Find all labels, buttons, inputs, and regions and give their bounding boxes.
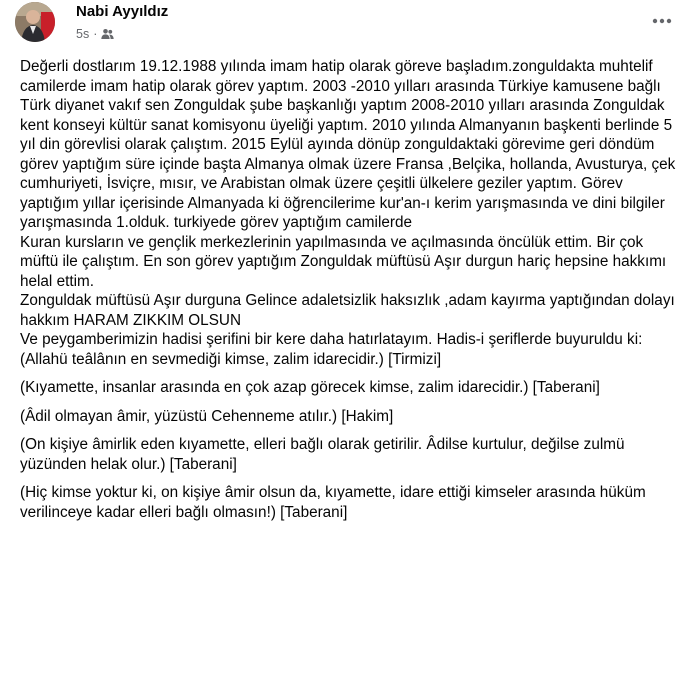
friends-icon[interactable] bbox=[101, 28, 114, 40]
post-body bbox=[20, 57, 682, 522]
author-name[interactable]: Nabi Ayyıldız bbox=[76, 3, 169, 20]
hadith-quote: (Âdil olmayan âmir, yüzüstü Cehenneme atılır.) [Hakim] bbox=[20, 407, 394, 425]
avatar-image bbox=[15, 2, 55, 42]
post-paragraph: Değerli dostlarım 19.12.1988 yılında imam hatip olarak göreve başladım.zonguldakta muhtelif camilerde imam hatip olarak görev yaptım. 2003 -2010 yılları arasında Türkiye kamusene bağlı Türk diyanet vakıf sen Zonguldak şube başkanlığı yaptım 2008-2010 yılları arasında Zonguldak kent konseyi kültür sanat komisyonu üyeliği yaptım. 2010 yılında Almanyanın başkenti berlinde 5 yıl din görevlisi olarak çalıştım. 2015 Eylül ayında dönüp zonguldaktaki görevime geri döndüm görev yaptığım süre içinde başta Almanya olmak üzere Fransa ,Belçika, hollanda, Avusturya, çek cumhuriyeti, İsviçre, mısır, ve Arabistan olmak üzere çeşitli ülkelere geziler yaptım. Görev yaptığım yıllar içerisinde Almanyada ki öğrencilerime kur'an-ı kerim yarışmasında ve dini bilgiler yarışmasında 1.olduk. turkiyede görev yaptığım camilerde bbox=[20, 58, 676, 231]
hadith-quote: (On kişiye âmirlik eden kıyamette, elleri bağlı olarak getirilir. Âdilse kurtulur, değilse zulmü yüzünden helak olur.) [Taberani] bbox=[20, 436, 625, 473]
post-paragraph: Kuran kursların ve gençlik merkezlerinin yapılmasında ve açılmasında öncülük ettim. Bir çok müftü ile çalıştım. En son görev yaptığım Zonguldak müftüsü Aşır durgun hariç hepsine hakkımı helal ettim. bbox=[20, 233, 667, 290]
more-options-icon bbox=[652, 18, 672, 24]
post-header bbox=[0, 0, 700, 50]
hadith-quote: (Allahü teâlânın en sevmediği kimse, zalim idarecidir.) [Tirmizi] bbox=[20, 350, 442, 368]
post-paragraph: Zonguldak müftüsü Aşır durguna Gelince adaletsizlik haksızlık ,adam kayırma yaptığından dolayı hakkım HARAM ZIKKIM OLSUN bbox=[20, 292, 675, 329]
meta-separator: · bbox=[93, 27, 98, 41]
hadith-quote: (Hiç kimse yoktur ki, on kişiye âmir olsun da, kıyamette, idare ettiği kimseler arasında hüküm verilinceye kadar elleri bağlı olmasın!) [Taberani] bbox=[20, 484, 646, 521]
post-timestamp[interactable]: 5s bbox=[76, 27, 90, 41]
avatar[interactable] bbox=[15, 2, 55, 42]
post-meta bbox=[76, 27, 114, 41]
hadith-quote: (Kıyamette, insanlar arasında en çok azap görecek kimse, zalim idarecidir.) [Taberani] bbox=[20, 379, 600, 396]
more-options-button[interactable] bbox=[646, 5, 678, 37]
post-paragraph: Ve peygamberimizin hadisi şerifini bir kere daha hatırlatayım. Hadis-i şeriflerde buyuruldu ki: bbox=[20, 331, 643, 348]
